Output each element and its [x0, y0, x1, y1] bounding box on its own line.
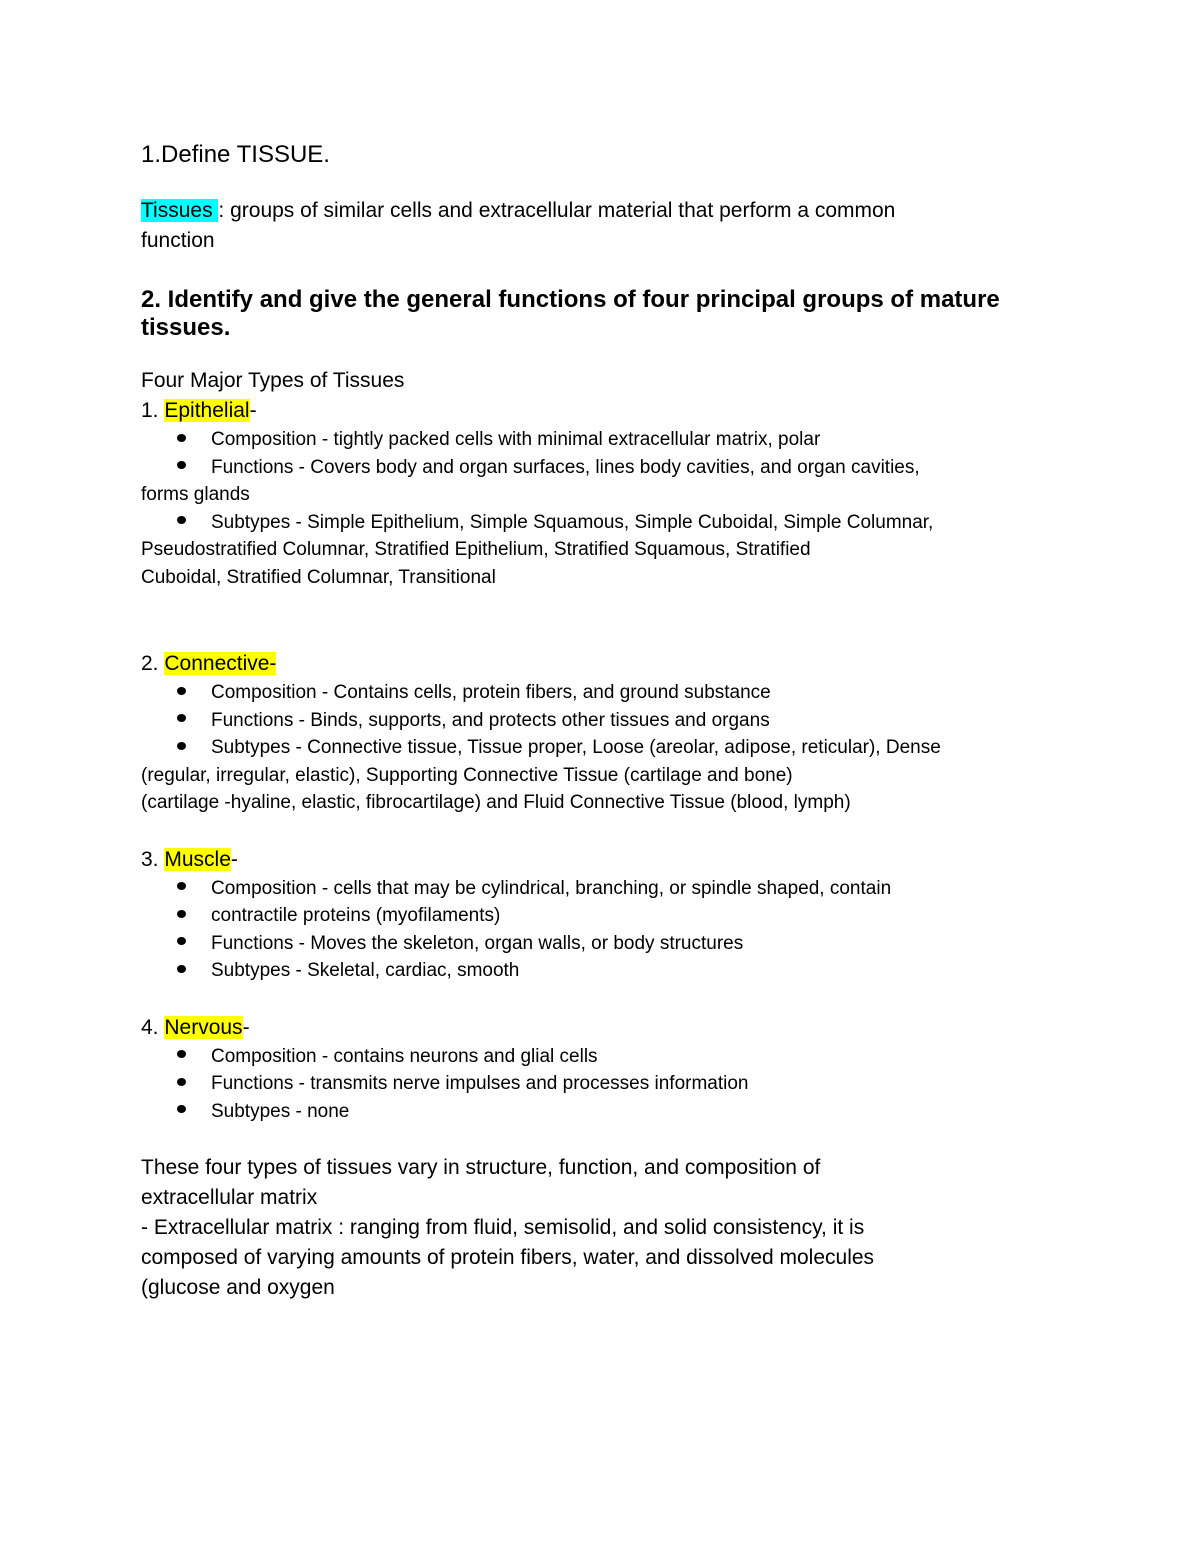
bullet-dot-icon [177, 1050, 186, 1058]
item-text: forms glands [141, 484, 250, 505]
summary-line: composed of varying amounts of protein fibers, water, and dissolved molecules [141, 1246, 875, 1269]
tissue-type-title [141, 396, 1050, 426]
tissue-type-suffix: - [230, 847, 238, 871]
item-text: Functions - Moves the skeleton, organ walls, or body structures [211, 932, 744, 954]
tissue-type-title [141, 1013, 1050, 1043]
bullet-item [141, 509, 1050, 537]
bullet-dot-icon [177, 687, 186, 695]
summary-line: extracellular matrix [141, 1186, 318, 1209]
tissue-type-name: Connective- [164, 652, 277, 675]
bullet-dot-icon [177, 937, 186, 945]
tissue-type-number: 3. [141, 847, 165, 871]
item-text: Functions - Binds, supports, and protects other tissues and organs [211, 709, 770, 731]
bullet-continuation [141, 481, 1050, 509]
item-text: (cartilage -hyaline, elastic, fibrocartilage) and Fluid Connective Tissue (blood, lymph) [141, 792, 851, 813]
bullet-icon [141, 679, 211, 707]
bullet-dot-icon [177, 742, 186, 750]
item-text: Composition - contains neurons and glial cells [211, 1045, 598, 1067]
bullet-icon [141, 1070, 211, 1098]
bullet-dot-icon [177, 714, 186, 722]
bullet-item [141, 1070, 1050, 1098]
bullet-continuation [141, 564, 1050, 592]
tissue-type-title [141, 649, 1050, 679]
definition-text: : groups of similar cells and extracellular material that perform a common [218, 199, 896, 222]
item-text: Functions - Covers body and organ surfaces, lines body cavities, and organ cavities, [211, 456, 920, 478]
bullet-dot-icon [177, 1078, 186, 1086]
item-text: Pseudostratified Columnar, Stratified Epithelium, Stratified Squamous, Stratified [141, 539, 811, 560]
bullet-dot-icon [177, 516, 186, 524]
section-spacer [141, 591, 1050, 649]
question-2-heading [141, 286, 1050, 342]
bullet-icon [141, 426, 211, 454]
bullet-icon [141, 707, 211, 735]
tissue-type-title [141, 845, 1050, 875]
section-spacer [141, 985, 1050, 1013]
summary-paragraph [141, 1153, 1050, 1303]
question-2-line-1: 2. Identify and give the general functions of four principal groups of mature [141, 286, 1000, 313]
bullet-icon [141, 902, 211, 930]
tissue-types-list [141, 396, 1050, 1125]
bullet-item [141, 707, 1050, 735]
question-1-heading: 1.Define TISSUE. [141, 141, 330, 168]
item-text: Subtypes - Skeletal, cardiac, smooth [211, 960, 520, 981]
bullet-item [141, 902, 1050, 930]
bullet-icon [141, 957, 211, 985]
bullet-dot-icon [177, 882, 186, 890]
section-spacer [141, 817, 1050, 845]
item-text: Subtypes - Simple Epithelium, Simple Squamous, Simple Cuboidal, Simple Columnar, [211, 511, 934, 533]
definition-text-continued: function [141, 229, 215, 252]
item-text: Cuboidal, Stratified Columnar, Transitional [141, 566, 496, 588]
bullet-item [141, 1098, 1050, 1126]
item-text: contractile proteins (myofilaments) [211, 905, 501, 926]
definition-term: Tissues [141, 199, 219, 222]
bullet-item [141, 1043, 1050, 1071]
bullet-icon [141, 1098, 211, 1126]
bullet-item [141, 734, 1050, 762]
item-text: Composition - cells that may be cylindrical, branching, or spindle shaped, contain [211, 877, 892, 899]
item-text: Subtypes - Connective tissue, Tissue proper, Loose (areolar, adipose, reticular), Dense [211, 737, 941, 758]
tissue-type-connective [141, 649, 1050, 817]
tissue-type-suffix: - [242, 1015, 250, 1039]
bullet-dot-icon [177, 965, 186, 973]
bullet-continuation [141, 536, 1050, 564]
bullet-dot-icon [177, 461, 186, 469]
tissue-type-number: 2. [141, 652, 165, 675]
bullet-item [141, 957, 1050, 985]
item-text: Functions - transmits nerve impulses and processes information [211, 1073, 749, 1094]
bullet-item [141, 426, 1050, 454]
bullet-icon [141, 875, 211, 903]
tissue-type-number: 4. [141, 1015, 165, 1039]
tissue-type-number: 1. [141, 399, 165, 422]
bullet-icon [141, 1043, 211, 1071]
bullet-dot-icon [177, 910, 186, 918]
tissue-type-epithelial [141, 396, 1050, 591]
bullet-icon [141, 734, 211, 762]
summary-line: These four types of tissues vary in structure, function, and composition of [141, 1156, 821, 1179]
tissue-type-nervous [141, 1013, 1050, 1126]
tissue-definition [141, 196, 1050, 256]
summary-line: - Extracellular matrix : ranging from fluid, semisolid, and solid consistency, it is [141, 1216, 865, 1239]
bullet-dot-icon [177, 434, 186, 442]
tissue-type-name: Epithelial [164, 399, 250, 422]
item-text: Subtypes - none [211, 1100, 350, 1122]
item-text: Composition - tightly packed cells with minimal extracellular matrix, polar [211, 429, 821, 450]
bullet-icon [141, 454, 211, 482]
summary-line: (glucose and oxygen [141, 1276, 335, 1299]
bullet-continuation [141, 789, 1050, 817]
tissue-type-name: Nervous [164, 1015, 243, 1039]
item-text: (regular, irregular, elastic), Supporting Connective Tissue (cartilage and bone) [141, 764, 793, 786]
tissue-type-muscle [141, 845, 1050, 985]
bullet-icon [141, 509, 211, 537]
question-2-line-2: tissues. [141, 314, 231, 341]
bullet-dot-icon [177, 1105, 186, 1113]
bullet-item [141, 679, 1050, 707]
bullet-item [141, 875, 1050, 903]
bullet-item [141, 454, 1050, 482]
tissue-type-suffix: - [249, 399, 257, 422]
tissue-type-name: Muscle [164, 847, 231, 871]
item-text: Composition - Contains cells, protein fibers, and ground substance [211, 682, 771, 703]
types-intro: Four Major Types of Tissues [141, 369, 405, 392]
bullet-item [141, 930, 1050, 958]
bullet-icon [141, 930, 211, 958]
bullet-continuation [141, 762, 1050, 790]
